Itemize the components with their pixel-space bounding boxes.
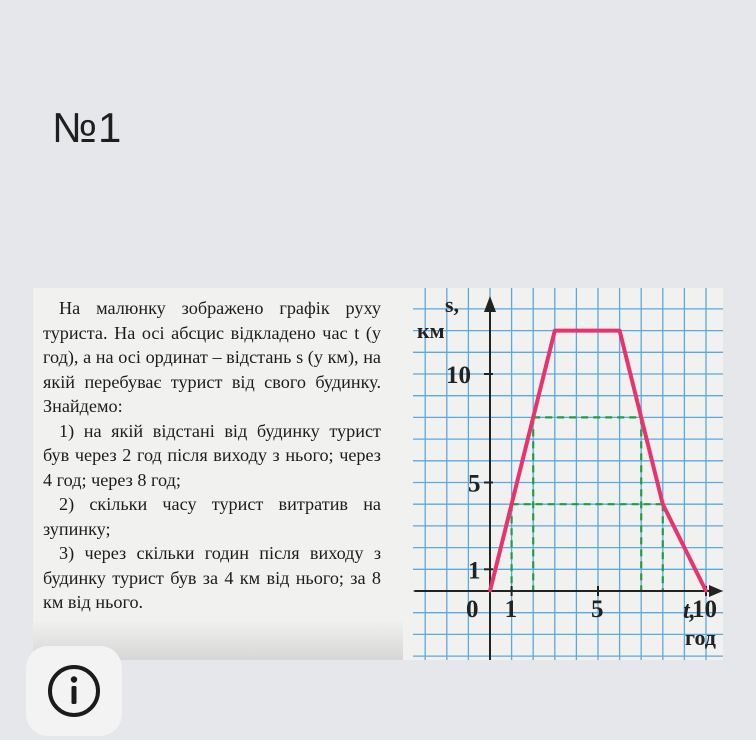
question-1: 1) на якій відстані від будинку турист був через 2 год після виходу з нього; через 4 год; через 8 год; <box>43 420 381 490</box>
chart-ticks <box>446 362 717 623</box>
series-point <box>705 590 708 593</box>
x-tick-label: 1 <box>504 596 518 623</box>
y-axis-label: s, <box>445 292 460 317</box>
y-axis-unit: км <box>417 318 445 343</box>
y-tick-label: 1 <box>468 557 481 585</box>
distance-time-chart <box>413 288 723 660</box>
problem-text <box>43 296 381 615</box>
page-title: №1 <box>52 104 123 151</box>
x-tick-label: 0 <box>466 596 479 623</box>
chart-grid <box>413 288 723 660</box>
info-button[interactable] <box>26 646 122 736</box>
problem-image <box>33 288 723 660</box>
series-point <box>489 590 492 593</box>
y-tick-label: 5 <box>468 470 481 498</box>
series-point <box>553 329 556 332</box>
chart-guides <box>512 417 663 591</box>
series-point <box>618 329 621 332</box>
chart-axes <box>414 296 723 660</box>
x-tick-label: 5 <box>591 596 604 623</box>
problem-intro: На малюнку зображено графік руху туриста. На осі абсцис відкладено час t (у год), а на осі ординат – відстань s (у км), на якій перебуває турист від свого будинку. Знайдемо: <box>43 298 381 416</box>
question-3: 3) через скільки годин після виходу з будинку турист був за 4 км від нього; за 8 км від нього. <box>43 543 381 612</box>
y-axis-arrow <box>484 296 496 312</box>
series-point <box>661 503 664 506</box>
y-tick-label: 10 <box>446 362 471 389</box>
info-icon <box>46 663 102 719</box>
question-2: 2) скільки часу турист витратив на зупинку; <box>43 494 381 539</box>
x-tick-label: 10 <box>692 596 717 623</box>
x-axis-unit: год <box>685 625 716 650</box>
x-axis-label: t, <box>683 598 696 624</box>
